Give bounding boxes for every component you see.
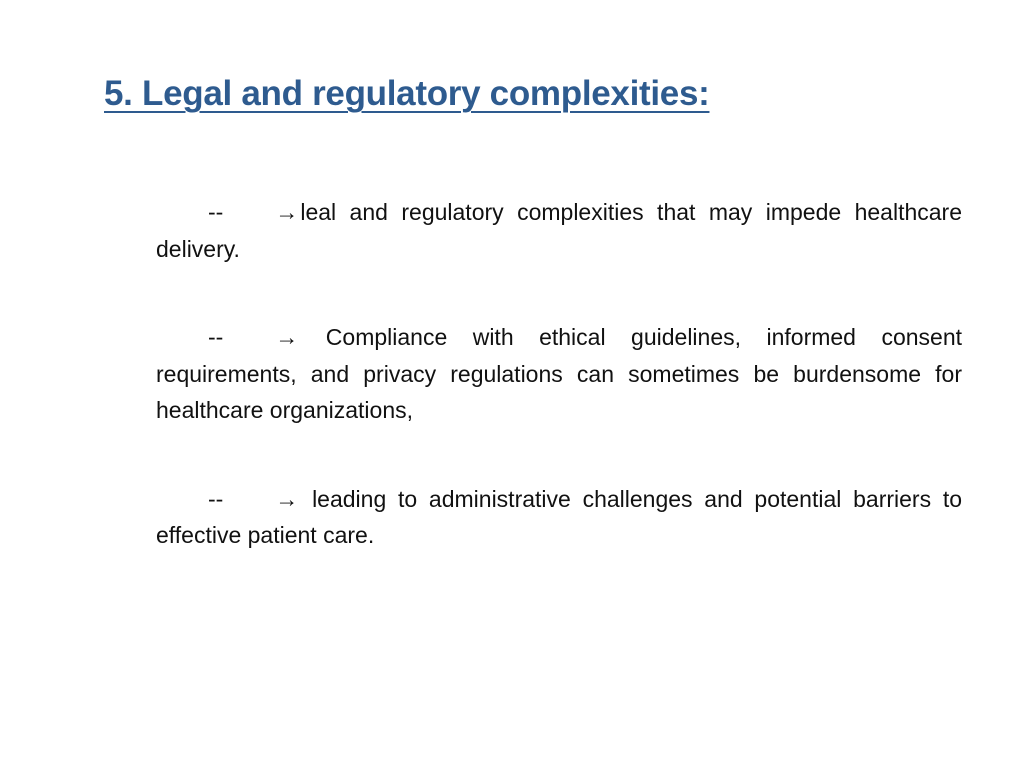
slide-body [156, 194, 962, 606]
bullet-prefix: -- [208, 199, 224, 225]
right-arrow-icon: → [275, 324, 299, 350]
right-arrow-icon: → [275, 485, 299, 512]
bullet-prefix: -- [208, 485, 224, 512]
slide-title: 5. Legal and regulatory complexities: [104, 74, 710, 113]
bullet-text: Compliance with ethical guidelines, informed consent requirements, and privacy regulations can sometimes be burdensome for healthcare organizations, [156, 324, 962, 423]
bullet-paragraph-1 [156, 194, 962, 267]
bullet-prefix: -- [208, 324, 224, 350]
bullet-paragraph-2 [156, 319, 962, 429]
right-arrow-icon: → [275, 199, 299, 225]
bullet-text: leal and regulatory complexities that may impede healthcare delivery. [156, 199, 962, 262]
bullet-paragraph-3 [156, 481, 962, 554]
bullet-text: leading to administrative challenges and potential barriers to effective patient care. [156, 485, 962, 548]
